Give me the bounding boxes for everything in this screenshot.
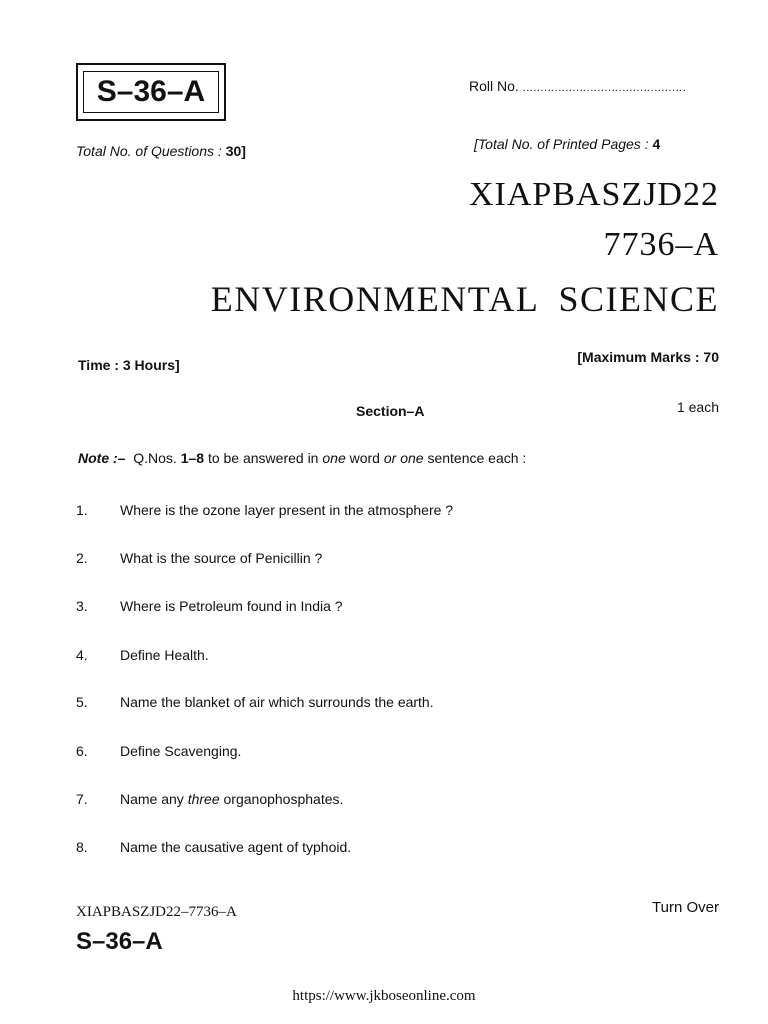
question-2 bbox=[76, 550, 322, 566]
total-pages-value: 4 bbox=[652, 136, 661, 152]
time-label: Time : 3 Hours] bbox=[78, 357, 180, 373]
footer-code: XIAPBASZJD22–7736–A bbox=[76, 904, 237, 920]
question-number: 6. bbox=[76, 743, 88, 759]
note-part3: sentence each : bbox=[427, 450, 527, 466]
subject-title: ENVIRONMENTAL SCIENCE bbox=[210, 279, 719, 319]
note-label: Note :– bbox=[78, 450, 126, 466]
question-number: 2. bbox=[76, 550, 88, 566]
paper-code: S–36–A bbox=[83, 71, 219, 113]
note-one-2: one bbox=[400, 450, 424, 466]
note-part1: Q.Nos. bbox=[133, 450, 177, 466]
note-range: 1–8 bbox=[180, 450, 205, 466]
question-1 bbox=[76, 502, 453, 518]
exam-code: XIAPBASZJD22 bbox=[468, 176, 719, 213]
question-8 bbox=[76, 839, 351, 855]
question-number: 3. bbox=[76, 598, 88, 614]
question-text: What is the source of Penicillin ? bbox=[120, 550, 323, 566]
question-text: Where is Petroleum found in India ? bbox=[120, 598, 343, 614]
question-number: 4. bbox=[76, 647, 88, 663]
total-questions bbox=[76, 143, 246, 159]
marks-each: 1 each bbox=[676, 399, 719, 415]
footer-paper-code: S–36–A bbox=[76, 928, 163, 955]
total-pages bbox=[474, 136, 660, 152]
question-text-after: organophosphates. bbox=[223, 791, 344, 807]
question-text: Define Health. bbox=[120, 647, 209, 663]
note-one-1: one bbox=[322, 450, 346, 466]
section-note bbox=[78, 450, 526, 466]
paper-code-box bbox=[76, 63, 226, 121]
question-text: Name the causative agent of typhoid. bbox=[120, 839, 352, 855]
section-title: Section–A bbox=[356, 403, 425, 419]
question-4 bbox=[76, 647, 209, 663]
question-text-emphasis: three bbox=[187, 791, 220, 807]
question-number: 5. bbox=[76, 694, 88, 710]
note-part2: to be answered in bbox=[207, 450, 319, 466]
note-or: or bbox=[383, 450, 397, 466]
roll-number-field bbox=[469, 78, 686, 94]
roll-dots: .............................................. bbox=[522, 82, 687, 94]
question-text-before: Name any bbox=[120, 791, 184, 807]
question-5 bbox=[76, 694, 434, 710]
note-word: word bbox=[349, 450, 380, 466]
exam-number: 7736–A bbox=[603, 226, 719, 263]
question-text: Define Scavenging. bbox=[120, 743, 242, 759]
turn-over: Turn Over bbox=[652, 899, 719, 916]
question-3 bbox=[76, 598, 343, 614]
question-number: 7. bbox=[76, 791, 88, 807]
question-text: Where is the ozone layer present in the atmosphere ? bbox=[120, 502, 454, 518]
roll-label: Roll No. bbox=[469, 78, 519, 94]
question-text: Name the blanket of air which surrounds the earth. bbox=[120, 694, 434, 710]
question-6 bbox=[76, 743, 241, 759]
total-questions-value: 30] bbox=[225, 143, 246, 159]
question-7 bbox=[76, 791, 343, 807]
total-pages-label: [Total No. of Printed Pages : bbox=[474, 136, 649, 152]
max-marks-label: [Maximum Marks : 70 bbox=[577, 349, 719, 365]
total-questions-label: Total No. of Questions : bbox=[76, 143, 222, 159]
source-url[interactable]: https://www.jkboseonline.com bbox=[292, 988, 476, 1004]
question-number: 1. bbox=[76, 502, 88, 518]
question-number: 8. bbox=[76, 839, 88, 855]
